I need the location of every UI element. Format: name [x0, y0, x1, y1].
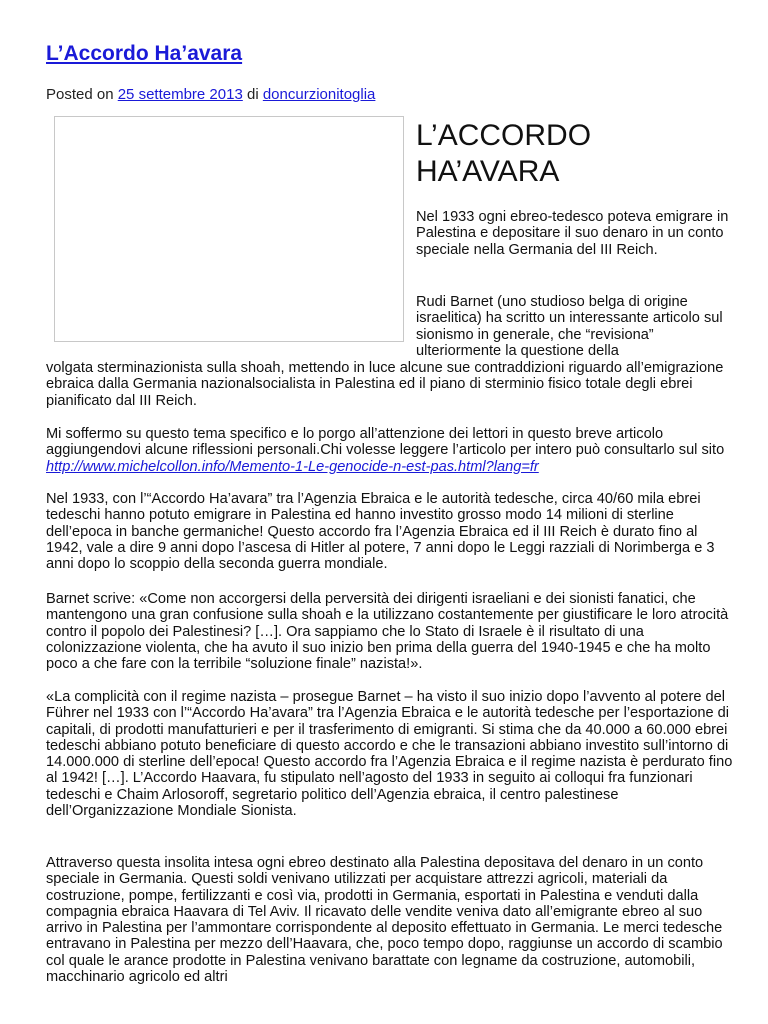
by-label: di — [242, 86, 263, 103]
posted-on-label: Posted on — [46, 86, 118, 103]
paragraph-1933-accord: Nel 1933, con l’“Accordo Ha’avara” tra l’Agenzia Ebraica e le autorità tedesche, circa 40/60 mila ebrei tedeschi hanno potuto emigrare in Palestina ed hanno investito grosso modo 14 milioni di sterline dell’epoca in banche germaniche! Questo accordo fra l’Agenzia Ebraica ed il III Reich è durato fino al 1942, vale a dire 9 anni dopo l’ascesa di Hitler al potere, 7 anni dopo le Leggi razziali di Norimberga e 3 anni dopo lo scoppio della seconda guerra mondiale. — [46, 491, 715, 573]
article-image-placeholder — [54, 116, 404, 342]
article-title[interactable]: L’Accordo Ha’avara — [46, 42, 243, 65]
heading-line-1: L’ACCORDO — [416, 119, 592, 152]
paragraph-intro: Nel 1933 ogni ebreo-tedesco poteva emigrare in Palestina e depositare il suo denaro in un conto speciale nella Germania del III Reich. — [416, 209, 729, 258]
source-text: Mi soffermo su questo tema specifico e lo porgo all’attenzione dei lettori in questo breve articolo aggiungendovi alcune riflessioni personali.Chi volesse leggere l’articolo per intero può consultarlo sul sito — [46, 426, 725, 459]
post-date-link[interactable]: 25 settembre 2013 — [117, 86, 243, 103]
source-link[interactable]: http://www.michelcollon.info/Memento-1-Le-genocide-n-est-pas.html?lang=fr — [46, 458, 539, 475]
article-heading — [416, 118, 746, 190]
paragraph-complicity: «La complicità con il regime nazista – prosegue Barnet – ha visto il suo inizio dopo l’avvento al potere del Führer nel 1933 con l’“Accordo Ha’avara” tra l’Agenzia Ebraica e le autorità tedesche per l’esportazione di capitali, di prodotti manufatturieri e per il trasferimento di emigranti. Si stima che da 40.000 a 60.000 ebrei tedeschi abbiano potuto beneficiare di questo accordo e che le transazioni abbiano investito sull’intorno di 14.000.000 di sterline dell’epoca! Questo accordo fra l’Agenzia Ebraica e il regime nazista è perdurato fino al 1942! […]. L’Accordo Haavara, fu stipulato nell’agosto del 1933 in seguito ai colloqui fra funzionari tedeschi e Chaim Arlosoroff, segretario politico dell’Agenzia ebraica, il centro palestinese dell’Organizzazione Mondiale Sionista. — [46, 689, 733, 820]
paragraph-barnet-start: Rudi Barnet (uno studioso belga di origine israelitica) ha scritto un interessante articolo sul sionismo in generale, che “revisiona” ulteriormente la questione della — [416, 294, 723, 359]
paragraph-source — [46, 426, 736, 475]
author-link[interactable]: doncurzionitoglia — [262, 86, 376, 103]
paragraph-barnet-continued: volgata sterminazionista sulla shoah, mettendo in luce alcune sue contraddizioni riguardo all’emigrazione ebraica dalla Germania nazionalsocialista in Palestina ed il piano di sterminio fisico totale degli ebrei pianificato dal III Reich. — [46, 360, 724, 409]
paragraph-barnet-quote: Barnet scrive: «Come non accorgersi della perversità dei dirigenti israeliani e dei sionisti fanatici, che mantengono una gran confusione sulla shoah e la utilizzano costantemente per giustificare le loro atrocità contro il popolo dei Palestinesi? […]. Ora sappiamo che lo Stato di Israele è il risultato di una colonizzazione violenta, che ha avuto il suo inizio ben prima della guerra del 1940-1945 e che ha molto poco a che fare con la terribile “soluzione finale” nazista!». — [46, 591, 729, 673]
heading-line-2: HA’AVARA — [416, 155, 560, 188]
paragraph-mechanism: Attraverso questa insolita intesa ogni ebreo destinato alla Palestina depositava del denaro in un conto speciale in Germania. Questi soldi venivano utilizzati per acquistare attrezzi agricoli, materiali da costruzione, pompe, fertilizzanti e così via, prodotti in Germania, esportati in Palestina e venduti dalla compagnia ebraica Haavara di Tel Aviv. Il ricavato delle vendite veniva dato all’emigrante ebreo al suo arrivo in Palestina per l’ammontare corrispondente al deposito effettuato in Germania. Le merci tedesche entravano in Palestina per mezzo dell’Haavara, che, poco tempo dopo, raggiunse un accordo di scambio col quale le arance prodotte in Palestina venivano barattate con legname da costruzione, automobili, macchinario agricolo ed altri — [46, 855, 723, 986]
post-meta — [46, 86, 375, 103]
